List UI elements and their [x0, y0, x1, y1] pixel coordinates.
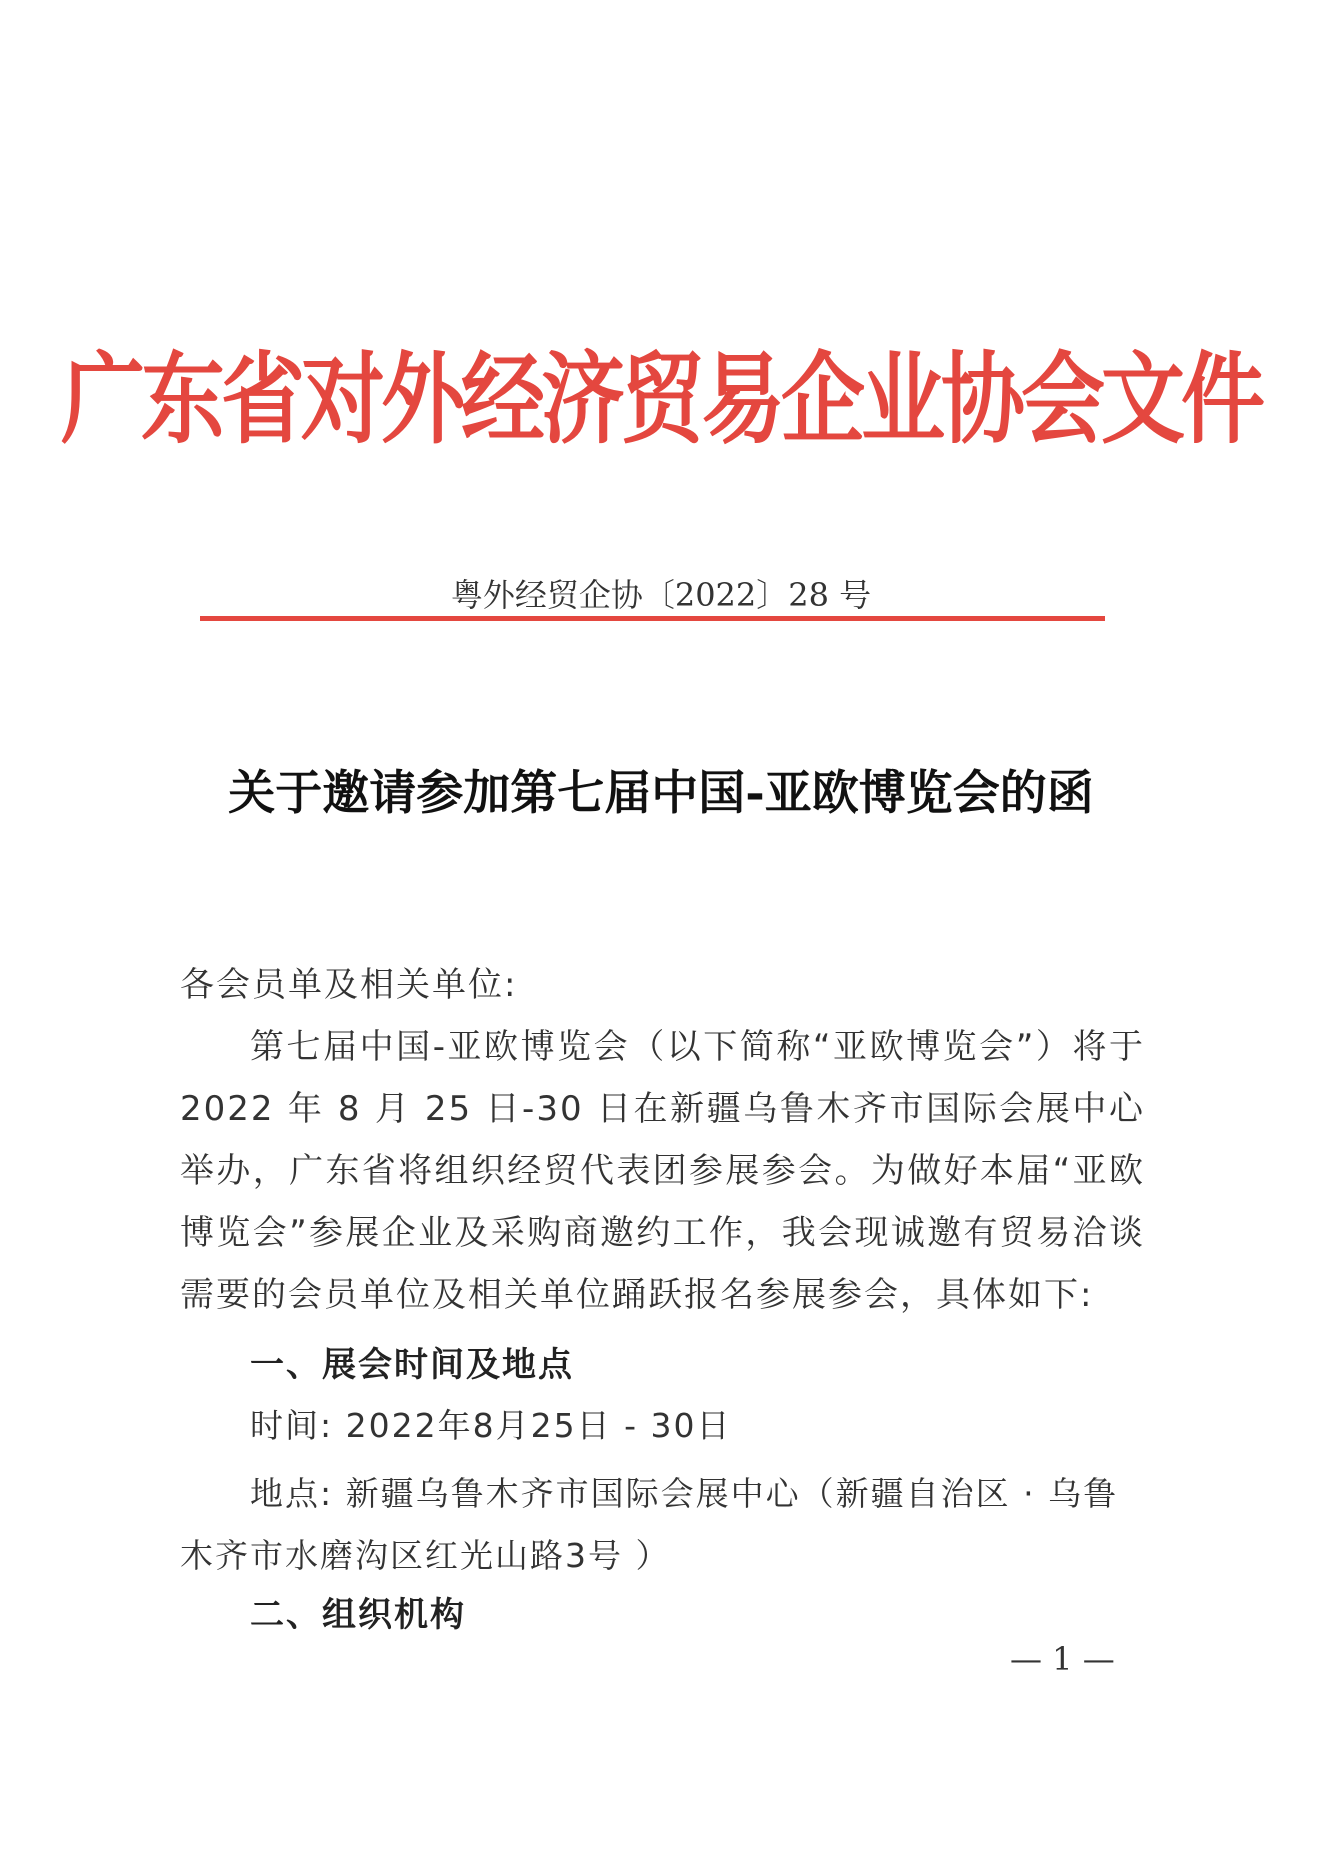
event-time: 时间: 2022年8月25日 - 30日	[250, 1406, 732, 1445]
letter-title: 关于邀请参加第七届中国-亚欧博览会的函	[228, 766, 1094, 821]
page-number: — 1 —	[1010, 1640, 1115, 1678]
letterhead-title: 广东省对外经济贸易企业协会文件	[60, 340, 1261, 457]
section-heading-organization: 二、组织机构	[250, 1595, 466, 1635]
event-location: 地点: 新疆乌鲁木齐市国际会展中心（新疆自治区 · 乌鲁木齐市水磨沟区红光山路3号 ）	[180, 1474, 1119, 1575]
section-heading-time-location: 一、展会时间及地点	[250, 1345, 574, 1385]
intro-paragraph: 第七届中国-亚欧博览会（以下简称“亚欧博览会”）将于 2022 年 8 月 25 日-30 日在新疆乌鲁木齐市国际会展中心举办，广东省将组织经贸代表团参展参会。为做好本届“亚欧博览会”参展企业及采购商邀约工作，我会现诚邀有贸易洽谈需要的会员单位及相关单位踊跃报名参展参会，具体如下:	[180, 1027, 1145, 1315]
document-number: 粤外经贸企协〔2022〕28 号	[450, 576, 872, 614]
salutation: 各会员单及相关单位:	[180, 965, 518, 1005]
red-divider-line	[200, 616, 1105, 621]
